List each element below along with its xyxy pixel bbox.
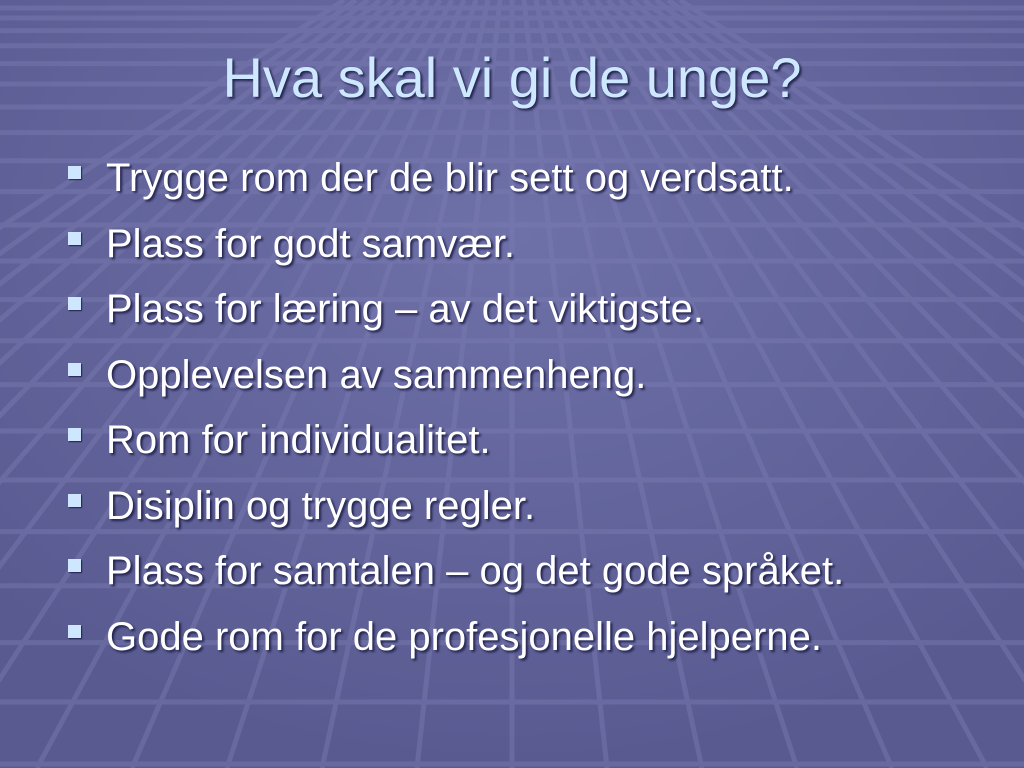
square-bullet-icon [68, 232, 81, 245]
bullet-text: Plass for samtalen – og det gode språket. [106, 549, 845, 593]
list-item [64, 345, 1004, 411]
bullet-text: Opplevelsen av sammenheng. [106, 352, 647, 397]
square-bullet-icon [68, 363, 81, 376]
bullet-text: Trygge rom der de blir sett og verdsatt. [106, 156, 794, 200]
bullet-list [64, 148, 1004, 672]
list-item [64, 279, 1004, 345]
bullet-text: Gode rom for de profesjonelle hjelperne. [106, 614, 822, 659]
list-item [64, 607, 1004, 673]
slide-title: Hva skal vi gi de unge? [222, 46, 802, 109]
square-bullet-icon [68, 559, 81, 572]
square-bullet-icon [68, 428, 81, 441]
bullet-text: Plass for godt samvær. [106, 221, 516, 266]
square-bullet-icon [68, 166, 81, 179]
list-item [64, 476, 1004, 542]
list-item [64, 148, 1004, 214]
bullet-text: Rom for individualitet. [106, 418, 491, 462]
bullet-text: Plass for læring – av det viktigste. [106, 287, 705, 331]
square-bullet-icon [68, 297, 81, 310]
list-item [64, 410, 1004, 476]
square-bullet-icon [68, 625, 81, 638]
bullet-text: Disiplin og trygge regler. [106, 483, 536, 528]
list-item [64, 214, 1004, 280]
square-bullet-icon [68, 494, 81, 507]
list-item [64, 541, 1004, 607]
